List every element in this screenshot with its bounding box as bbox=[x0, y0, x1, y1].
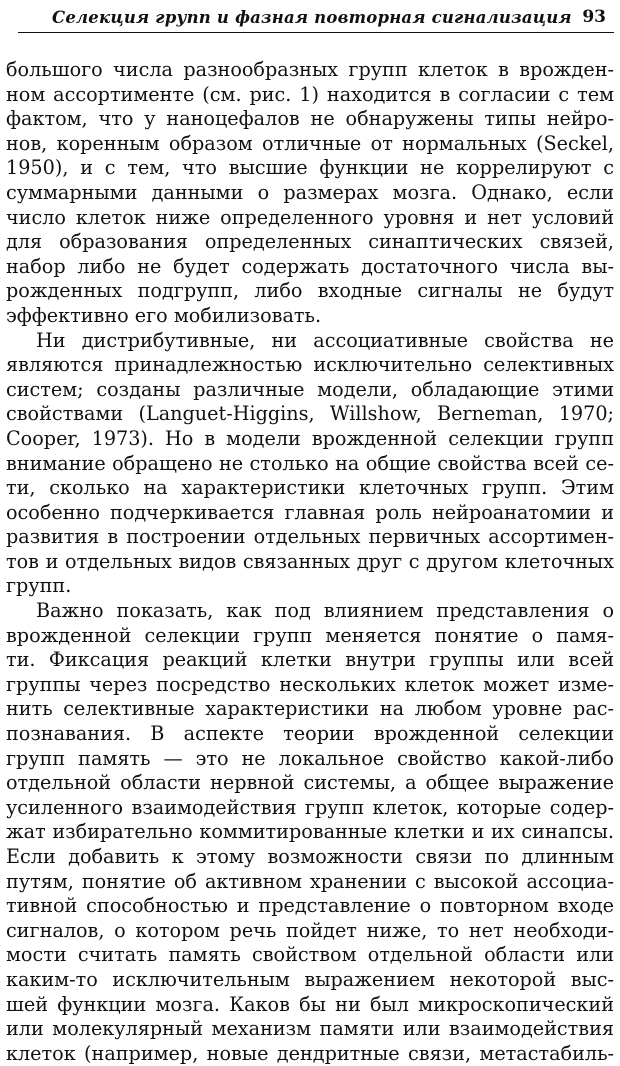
text-line: врожденной селекции групп меняется понятие о памя- bbox=[6, 623, 614, 647]
paragraph bbox=[6, 58, 614, 329]
body-text bbox=[6, 58, 614, 1066]
text-line: развития в построении отдельных первичных ассортимен- bbox=[6, 525, 614, 549]
text-line: суммарными данными о размерах мозга. Однако, если bbox=[6, 180, 614, 204]
text-line: каким-то исключительным выражением некоторой выс- bbox=[6, 967, 614, 991]
text-line: Важно показать, как под влиянием представления о bbox=[36, 599, 614, 623]
text-line: эффективно его мобилизовать. bbox=[6, 303, 322, 327]
text-line: познавания. В аспекте теории врожденной селекции bbox=[6, 722, 614, 746]
text-line: ти. Фиксация реакций клетки внутри группы или всей bbox=[6, 648, 614, 672]
text-line: нов, коренным образом отличные от нормальных (Seckel, bbox=[6, 131, 614, 155]
text-line: путям, понятие об активном хранении с высокой ассоциа- bbox=[6, 869, 614, 893]
text-line: ти, сколько на характеристики клеточных групп. Этим bbox=[6, 476, 614, 500]
text-line: мости считать память свойством отдельной области или bbox=[6, 943, 614, 967]
text-line: число клеток ниже определенного уровня и нет условий bbox=[6, 205, 614, 229]
page-header bbox=[18, 4, 614, 33]
page-number: 93 bbox=[582, 7, 606, 27]
text-line: нить селективные характеристики на любом уровне рас- bbox=[6, 697, 614, 721]
text-line: внимание обращено не столько на общие свойства всей се- bbox=[6, 451, 614, 475]
text-line: систем; созданы различные модели, обладающие этими bbox=[6, 377, 614, 401]
paragraph bbox=[6, 599, 614, 1066]
text-line: отдельной области нервной системы, а общее выражение bbox=[6, 771, 614, 795]
text-line: фактом, что у наноцефалов не обнаружены типы нейро- bbox=[6, 107, 614, 131]
text-line: сигналов, о котором речь пойдет ниже, то нет необходи- bbox=[6, 918, 614, 942]
text-line: рожденных подгрупп, либо входные сигналы не будут bbox=[6, 279, 614, 303]
text-line: большого числа разнообразных групп клеток в врожден- bbox=[6, 58, 614, 81]
text-line: клеток (например, новые дендритные связи, метастабиль- bbox=[6, 1041, 614, 1065]
text-line: набор либо не будет содержать достаточного числа вы- bbox=[6, 254, 614, 278]
text-line: 1950), и с тем, что высшие функции не коррелируют с bbox=[6, 156, 614, 180]
text-line: тов и отдельных видов связанных друг с другом клеточных bbox=[6, 549, 614, 573]
text-line: тивной способностью и представление о повторном входе bbox=[6, 894, 614, 918]
text-line: свойствами (Languet-Higgins, Willshow, Berneman, 1970; bbox=[6, 402, 614, 426]
text-line: или молекулярный механизм памяти или взаимодействия bbox=[6, 1017, 614, 1041]
text-line: усиленного взаимодействия групп клеток, которые содер- bbox=[6, 795, 614, 819]
text-line: шей функции мозга. Каков бы ни был микроскопический bbox=[6, 992, 614, 1016]
paragraph bbox=[6, 329, 614, 600]
text-line: групп. bbox=[6, 574, 72, 598]
text-line: Ни дистрибутивные, ни ассоциативные свойства не bbox=[36, 328, 614, 352]
text-line: групп память — это не локальное свойство какой-либо bbox=[6, 746, 614, 770]
text-line: для образования определенных синаптических связей, bbox=[6, 230, 614, 254]
text-line: Если добавить к этому возможности связи по длинным bbox=[6, 845, 614, 868]
text-line: Cooper, 1973). Но в модели врожденной селекции групп bbox=[6, 426, 614, 450]
running-title: Селекция групп и фазная повторная сигнализация bbox=[52, 8, 572, 27]
text-line: группы через посредство нескольких клеток может изме- bbox=[6, 672, 614, 696]
text-line: являются принадлежностью исключительно селективных bbox=[6, 353, 614, 377]
text-line: ном ассортименте (см. рис. 1) находится в согласии с тем bbox=[6, 82, 614, 106]
text-line: особенно подчеркивается главная роль нейроанатомии и bbox=[6, 500, 614, 524]
text-line: жат избирательно коммитированные клетки и их синапсы. bbox=[6, 820, 614, 844]
